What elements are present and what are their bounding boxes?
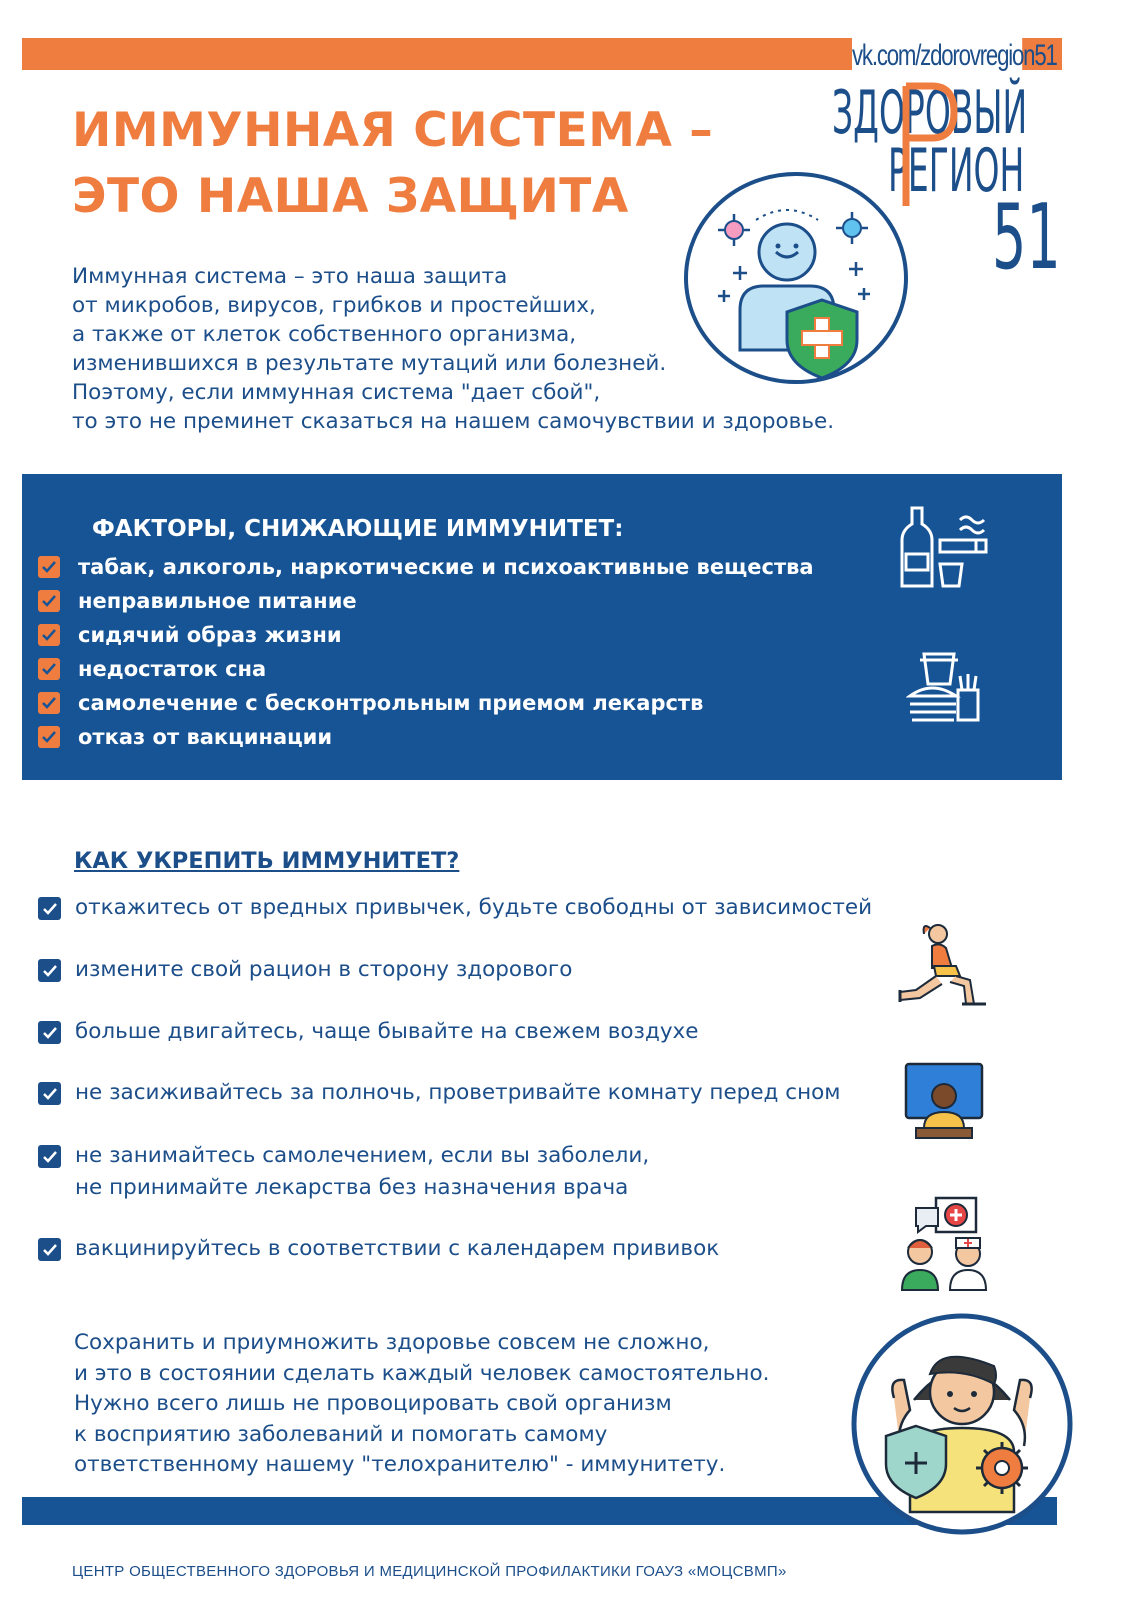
person-at-monitor-icon — [904, 1062, 984, 1142]
outro-paragraph — [74, 1328, 874, 1481]
outro-line: Нужно всего лишь не провоцировать свой организм — [74, 1391, 672, 1416]
check-icon — [38, 624, 60, 646]
intro-line: то это не преминет сказаться на нашем самочувствии и здоровье. — [72, 409, 835, 434]
tip-text: не занимайтесь самолечением, если вы заболели, — [75, 1143, 650, 1168]
tip-item — [38, 1016, 699, 1048]
factor-item — [38, 722, 332, 752]
logo-line2: РЕГИОН — [888, 136, 1025, 206]
strong-person-shield-icon — [850, 1312, 1074, 1536]
check-icon — [38, 1021, 61, 1044]
outro-line: Сохранить и приумножить здоровье совсем не сложно, — [74, 1330, 710, 1355]
check-icon — [38, 658, 60, 680]
tip-text: измените свой рацион в сторону здорового — [75, 957, 573, 982]
factor-text: самолечение с бесконтрольным приемом лекарств — [78, 691, 704, 715]
factor-text: неправильное питание — [78, 589, 357, 613]
title-line1: ИММУННАЯ СИСТЕМА – — [72, 103, 714, 158]
check-icon — [38, 590, 60, 612]
check-icon — [38, 897, 61, 920]
intro-line: а также от клеток собственного организма, — [72, 322, 577, 347]
outro-line: к восприятию заболеваний и помогать самому — [74, 1421, 608, 1447]
factor-item — [38, 620, 342, 650]
tip-text: не засиживайтесь за полночь, проветривайте комнату перед сном — [75, 1080, 841, 1105]
vk-link[interactable]: vk.com/zdorovregion51 — [852, 39, 1057, 72]
intro-line: от микробов, вирусов, грибков и простейших, — [72, 293, 596, 318]
intro-line: Иммунная система – это наша защита — [72, 264, 508, 289]
factor-item — [38, 586, 357, 616]
check-icon — [38, 556, 60, 578]
logo-number: 51 — [992, 185, 1061, 290]
check-icon — [38, 1082, 61, 1105]
factor-text: отказ от вакцинации — [78, 725, 333, 749]
logo-line1: ЗДОРОВЫЙ — [832, 78, 1028, 148]
factor-text: сидячий образ жизни — [78, 623, 342, 647]
check-icon — [38, 1145, 61, 1168]
tip-text: вакцинируйтесь в соответствии с календарем прививок — [75, 1236, 720, 1261]
outro-line: и это в состоянии сделать каждый человек самостоятельно. — [74, 1360, 770, 1386]
factor-item — [38, 688, 703, 718]
tip-item — [38, 954, 572, 986]
check-icon — [38, 692, 60, 714]
bottle-cigarette-icon — [900, 506, 992, 590]
check-icon — [38, 1238, 61, 1261]
factor-item — [38, 654, 266, 684]
intro-line: Поэтому, если иммунная система "дает сбой", — [72, 380, 601, 405]
intro-paragraph — [72, 262, 952, 436]
tip-item — [38, 1233, 719, 1265]
footer-organization: ЦЕНТР ОБЩЕСТВЕННОГО ЗДОРОВЬЯ И МЕДИЦИНСКОЙ ПРОФИЛАКТИКИ ГОАУЗ «МОЦСВМП» — [72, 1563, 787, 1580]
outro-line: ответственному нашему "телохранителю" - иммунитету. — [74, 1452, 726, 1477]
tip-item — [38, 1140, 649, 1204]
tip-item — [38, 892, 872, 924]
factor-text: табак, алкоголь, наркотические и психоактивные вещества — [78, 555, 814, 579]
check-icon — [38, 726, 60, 748]
factor-text: недостаток сна — [78, 657, 267, 681]
tip-text-line2: не принимайте лекарства без назначения врача — [75, 1175, 629, 1200]
lunge-exercise-icon — [896, 920, 992, 1010]
tip-text: откажитесь от вредных привычек, будьте свободны от зависимостей — [75, 895, 873, 920]
check-icon — [38, 959, 61, 982]
intro-line: изменившихся в результате мутаций или болезней. — [72, 351, 667, 376]
tip-item — [38, 1077, 841, 1109]
tip-text: больше двигайтесь, чаще бывайте на свежем воздухе — [75, 1019, 699, 1044]
fast-food-icon — [906, 650, 982, 724]
title-line2: ЭТО НАША ЗАЩИТА — [72, 169, 629, 224]
doctor-patient-consultation-icon — [898, 1196, 994, 1292]
factor-item — [38, 552, 814, 582]
how-heading: КАК УКРЕПИТЬ ИММУНИТЕТ? — [74, 848, 460, 874]
factors-heading: ФАКТОРЫ, СНИЖАЮЩИЕ ИММУНИТЕТ: — [92, 516, 624, 542]
